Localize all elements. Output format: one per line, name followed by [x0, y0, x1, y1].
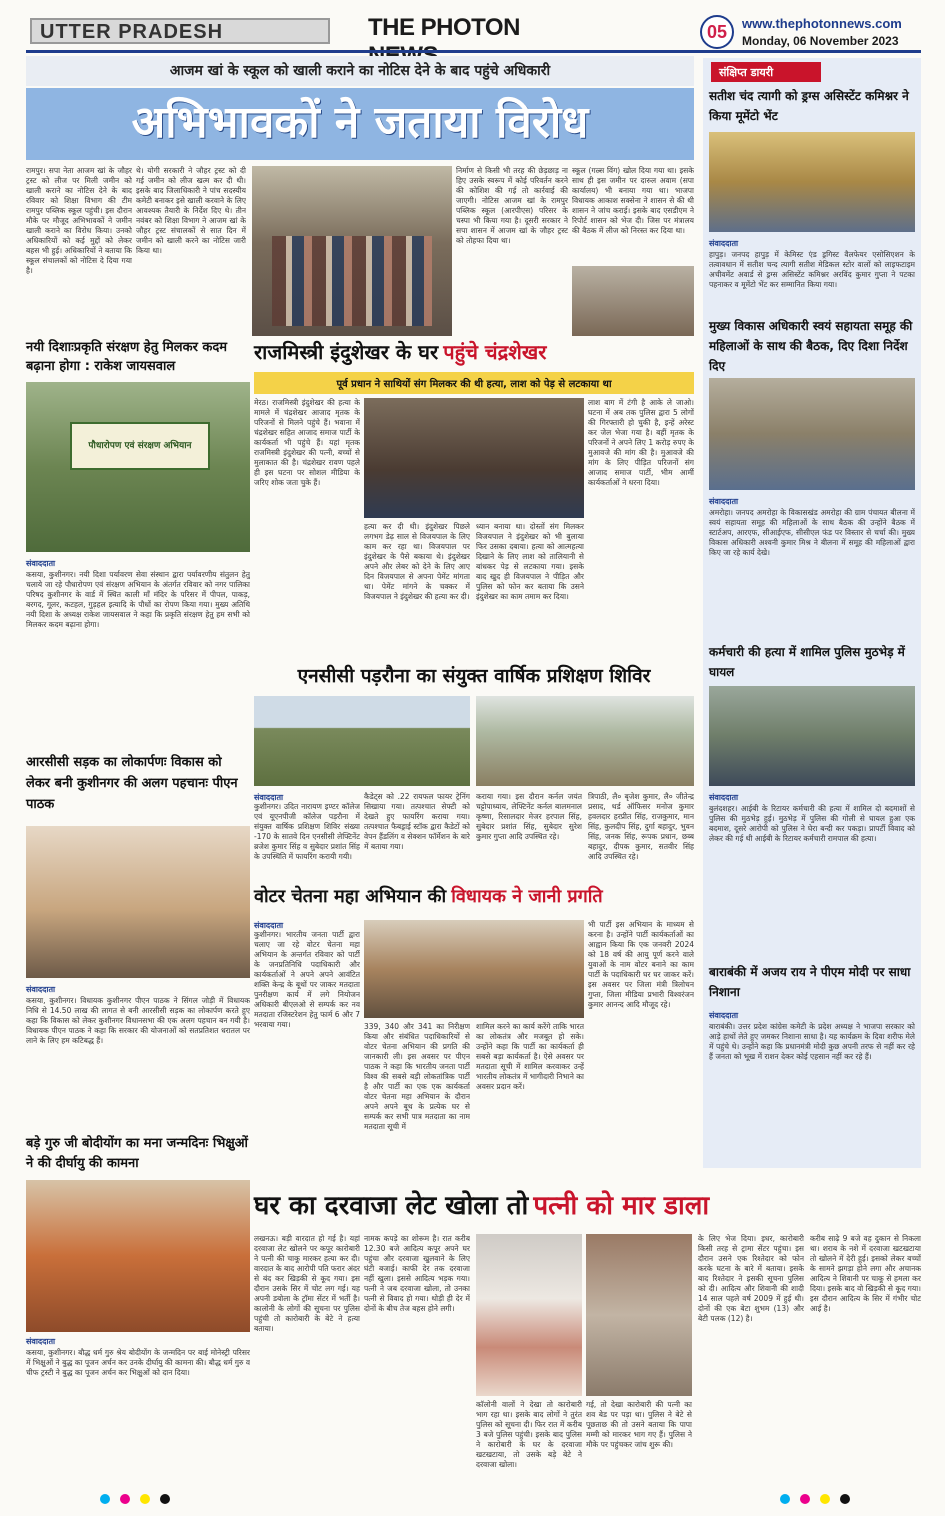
section-label: UTTER PRADESH	[30, 18, 330, 44]
swatch-yellow-2	[820, 1494, 830, 1504]
door-story	[254, 1186, 921, 1486]
door-col-5: के लिए भेज दिया। इधर, कारोबारी किसी तरह से ट्रामा सेंटर पहुंचा। इस दौरान उसने एक रिश्तेदार को फोन करके घटना के बारे में बताया। इसके बाद रिश्तेदार ने इसकी सूचना पुलिस को दी। आदित्य और शिवानी की शादी 14 साल पहले वर्ष 2009 में हुई थी। दोनों की एक बेटा शुभम (13) और बेटी पलक (12) है।	[698, 1234, 804, 1323]
road-body: कसया, कुशीनगर। विधायक कुशीनगर पीएन पाठक ने सिंगल जोड़ी में विधायक निधि से 14.50 लाख की लागत से बनी आरसीसी सड़क का लोकार्पण करते हुए कहा कि विकास को लेकर कुशीनगर विधानसभा की एक अलग पहचान बन गयी है। विधायक पीएन पाठक ने कहा कि सरकार की योजनाओं को सतप्रतिशत धरातल पर लाने के लिए हम कटिबद्ध हैं।	[26, 996, 250, 1045]
road-headline: आरसीसी सड़क का लोकार्पणः विकास को लेकर बनी कुशीनगर की अलग पहचानः पीएन पाठक	[26, 755, 238, 812]
buddha-story	[26, 1134, 250, 1474]
nature-body: कसया, कुशीनगर। नयी दिशा पर्यावरण सेवा संस्थान द्वारा पर्यावरणीय संतुलन हेतु चलाये जा रहे पौधारोपण एवं संरक्षण अभियान के अंतर्गत रविवार को नगर पालिका परिषद कुशीनगर के वार्ड में स्थित काली माँ मंदिर के परिसर में पीपल, पाकड़, बरगद, गूलर, कटहल, गुड़हल इत्यादि के पौधों का रोपण किया गया। मुख्य अतिथि नयी दिशा के अध्यक्ष राकेश जायसवाल ने कहा कि प्रकृति संरक्षण हेतु हम सभी को मिलकर कदम बढ़ाना होगा।	[26, 570, 250, 629]
voter-col-4: भी पार्टी इस अभियान के माध्यम से करना है। उन्होंने पार्टी कार्यकर्ताओं का आह्वान किया कि एक जनवरी 2024 को 18 वर्ष की आयु पूर्ण करने वाले युवाओं के नाम वोटर बनाने का काम पार्टी के पदाधिकारी घर घर जाकर करें। इस अवसर पर जिला मंत्री त्रिलोचन गुप्ता, जिला मीडिया प्रभारी विश्वरंजन कुमार आनन्द आदि मौजूद रहे।	[588, 920, 694, 1009]
diary-s1-byline: संवाददाता	[709, 239, 739, 248]
nature-headline: नयी दिशाःप्रकृति संरक्षण हेतु मिलकर कदम बढ़ाना होगा : राकेश जायसवाल	[26, 340, 228, 374]
diary-s3-photo	[709, 686, 915, 786]
door-photo-2	[586, 1234, 692, 1396]
diary-s4-body: बाराबंकी। उत्तर प्रदेश कांग्रेस कमेटी के प्रदेश अध्यक्ष ने भाजपा सरकार को आड़े हाथों लेते हुए जमकर निशाना साधा है। यह कार्यक्रम के दिवा शरीफ मेले में पहुंचे थे। उन्होंने कहा कि प्रधानमंत्री मोदी कुछ अपनी तरफ से नहीं कर रहे हैं जनता को भूख में राशन देकर कोई एहसान नहीं कर रहे हैं।	[709, 1022, 915, 1061]
lead-col-3: निर्माण से किसी भी तरह की छेड़छाड़ ना हिए उसके स्वरूप में कोई परिवर्तन करने की कोशिश की गई तो कार्रवाई की जाएगी। नोटिस आजम खां के रामपुर पब्लिक स्कूल (आरपीएस) परिसर के चस्पा भी किया गया है। दूसरी सरकार ने सपा शासन में आजम खां के जौहर ट्रस्ट को तोहफा दिया था।	[456, 166, 568, 245]
masthead	[0, 0, 945, 52]
ncc-col-3: कराया गया। इस दौरान कर्नल जयंत चट्टोपाध्याय, लेफ्टिनेंट कर्नल बालमनाल कृष्णा, रिसालदार मेजर हरपाल सिंह, सुबेदार प्रशांत सिंह, सुबेदार सुरेश कुमार गुप्ता आदि उपस्थित रहे।	[476, 792, 582, 841]
buddha-photo	[26, 1180, 250, 1332]
ncc-photo-1	[254, 696, 470, 786]
ncc-col-1: कुशीनगर। उदित नारायण इण्टर कॉलेज एवं यूएनपीजी कॉलेज पड़रौना में संयुक्त वार्षिक प्रशिक्षण शिविर संख्या -170 के सातवे दिन एनसीसी लेफ्टिनेंट ब्रजेश कुमार सिंह व सुबेदार प्रशांत सिंह के उपस्थिति में फायरिंग करायी गयी।	[254, 802, 360, 861]
diary-s1-photo	[709, 132, 915, 232]
mason-headline: राजमिस्त्री इंदुशेखर के घर पहुंचे चंद्रशेखर	[254, 340, 547, 364]
mason-photo	[364, 398, 584, 518]
nature-story	[26, 338, 250, 750]
paper-name: THE PHOTON	[368, 14, 520, 41]
mason-deck: पूर्व प्रधान ने साथियों संग मिलकर की थी हत्या, लाश को पेड़ से लटकाया था	[254, 372, 694, 394]
diary-label: संक्षिप्त डायरी	[711, 62, 821, 82]
mason-col-2: हत्या कर दी थी। इंदुशेखर पिछले लगभग डेढ़ साल से विजयपाल के लिए काम कर रहा था। विजयपाल पर इंदुशेखर के पैसे बकाया थे। इंदुशेखर अपने और लेबर को देने के लिए आए दिन विजयपाल से अपना पेमेंट मांगता था। पेमेंट मांगने के चक्कर में विजयपाल ने इंदुशेखर की हत्या कर दी।	[364, 522, 470, 601]
buddha-byline: संवाददाता	[26, 1337, 56, 1346]
page-number: 05	[700, 15, 734, 49]
swatch-black	[160, 1494, 170, 1504]
nature-byline: संवाददाता	[26, 559, 56, 568]
ncc-byline: संवाददाता	[254, 793, 284, 802]
mason-col-4: लाश बाग में टंगी है आके ले जाओ। घटना में अब तक पुलिस द्वारा 5 लोगों की गिरफ्तारी हो चुकी है, इन्हें अरेस्ट कर जेल भेजा गया है। बहीं मृतक के परिजनों ने अपने लिए 1 करोड़ रुपए के मुआवजे की मांग की है। मुआवजे की मांग के लिए पीड़ित परिजनों संग आजाद समाज पार्टी, भीम आर्मी कार्यकर्ताओं ने धरना दिया।	[588, 398, 694, 487]
mason-col-3: ध्यान बनाया था। दोस्तों संग मिलकर विजयपाल ने इंदुशेखर को भी बुलाया फिर उसका दबाया। हत्या को आत्महत्या दिखाने के लिए लाश को तालियानी से बांधकर पेड़ से लटकाया गया। इसके बाद खुद ही विजयपाल ने पीड़ित और पुलिस को फोन कर बताया कि उसने इंदुशेखर का काम तमाम कर दिया।	[476, 522, 584, 601]
diary-s4-byline: संवाददाता	[709, 1011, 739, 1020]
buddha-headline: बड़े गुरु जी बोदीयोंग का मना जन्मदिनः भिक्षुओं ने की दीर्घायु की कामना	[26, 1136, 248, 1171]
diary-s2-body: अमरोहा। जनपद अमरोहा के विकासखंड अमरोहा की ग्राम पंचायत बीलना में स्वयं सहायता समूह की महिलाओं के साथ बैठक की उन्होंने बैठक में स्टार्टअप, आरएफ, सीआईएफ, सीसीएल फंड पर विस्तार से चर्चा की। मुख्य विकास अधिकारी अश्वनी कुमार मिश्र ने बीलना में समूह की महिलाओं द्वारा किए जा रहे कार्य देखे।	[709, 508, 915, 557]
voter-headline: वोटर चेतना महा अभियान की विधायक ने जानी प्रगति	[254, 886, 603, 907]
door-col-2: नामक कपड़े का शोरूम है। रात करीब 12.30 बजे आदित्य कपूर अपने घर पहुंचा और दरवाजा खुलवाने के लिए घंटी बजाई। काफी देर तक दरवाजा नहीं खुला। इससे आदित्य भड़क गया। पत्नी ने जब दरवाजा खोला, तो उनका पत्नी से विवाद हो गया। थोड़ी ही देर में दोनों के बीच तेज बहस होने लगी।	[364, 1234, 470, 1313]
ncc-story	[254, 660, 694, 880]
door-photo-1	[476, 1234, 582, 1396]
swatch-magenta-2	[800, 1494, 810, 1504]
voter-col-3: शामिल करने का कार्य करेंगे ताकि भारत का लोकतंत्र और मजबूत हो सके। उन्होंने कहा कि पार्टी का कार्यकर्ता ही सबसे बड़ा कार्यकर्ता है। ऐसे अवसर पर मतदाता सूची में शामिल करवाकर उन्हें भारतीय लोकतंत्र में भागीदारी निभाने का अवसर प्रदान करें।	[476, 1022, 584, 1091]
door-col-6: करीब साढ़े 9 बजे वह दुकान से निकला था। शराब के नशे में दरवाजा खटखटाया तो खोलने में देरी हुई। इसको लेकर बच्चों के सामने झगड़ा होने लगा और अचानक आदित्य ने शिवानी पर चाकू से हमला कर दिया। इसके बाद वो खिड़की से कूद गया। इस दौरान आदित्य के सिर में गंभीर चोट आई है।	[810, 1234, 921, 1313]
nature-photo	[26, 382, 250, 552]
diary-s2-byline: संवाददाता	[709, 497, 739, 506]
diary-s3-headline: कर्मचारी की हत्या में शामिल पुलिस मुठभेड़ में घायल	[709, 645, 905, 679]
diary-s2-photo	[709, 378, 915, 490]
lead-col-1: रामपुर। सपा नेता आजम खां के जौहर ट्रस्ट को लीज पर मिली जमीन को खाली कराने का नोटिस देने के बाद रविवार को शिक्षा विभाग की टीम रामपुर पब्लिक स्कूल पहुंची। इस दौरान मौके पर मौजूद अभिभावकों ने जमीन खाली कराने का विरोध किया। उनको अधिकारियों को कई मुद्दों को लेकर बहस भी हुई। अधिकारियों ने बताया कि स्कूल संचालकों को नोटिस दे दिया गया है।	[26, 166, 132, 275]
diary-s3-byline: संवाददाता	[709, 793, 739, 802]
diary-s1-body: हापुड़। जनपद हापुड़ में केमिस्ट एंड ड्रगिस्ट वैलफेयर एसोसिएशन के तत्वावधान में सतीश चन्द त्यागी सतीश मेडिकल स्टोर वालों को लाइफटाइम अचीवमेंट अवार्ड से ड्रग्स असिस्टेंट कमिश्नर अरविंद कुमार गुप्ता ने पटका पहनाकर व मूमेंटो भेंट कर सम्मानित किया गया।	[709, 250, 915, 289]
ncc-photo-2	[476, 696, 694, 786]
diary-sidebar	[703, 58, 921, 1168]
diary-s4-headline: बाराबंकी में अजय राय ने पीएम मोदी पर साधा निशाना	[709, 965, 911, 999]
lead-photo-2	[572, 266, 694, 336]
lead-kicker: आजम खां के स्कूल को खाली कराने का नोटिस देने के बाद पहुंचे अधिकारी	[26, 56, 694, 86]
lead-col-2: थे। योगी सरकारी ने जौहर ट्रस्ट को दी गई जमीन को लीज खत्म कर दी थी। इसके बाद जिलाधिकारी ने पांच सदस्यीय कमेटी बनाकर इसे खाली करवाने के लिए आवश्यक तैयारी के निर्देश दिए थे। तीन नवंबर को शिक्षा विभाग ने आजम खां के जौहर ट्रस्ट संचालकों से सात दिन में जमीन को खाली करने का नोटिस जारी किया था।	[136, 166, 246, 255]
ncc-col-4: त्रिपाठी, लै० बृजेश कुमार, लै० जीतेन्द्र प्रसाद, थर्ड ऑफिसर मनोज कुमार हवलदार हरप्रीत सिंह, राजकुमार, मान सिंह, कुलदीप सिंह, दुर्गा बहादुर, भुवन सिंह, जनक सिंह, रूपक प्रधान, छब्ब बहादुर, दीपक कुमार, सतवीर सिंह आदि उपस्थित रहे।	[588, 792, 694, 861]
lead-col-4: स्कूल (गल्र्स विंग) खोल दिया गया था। इसके साथ ही इस जमीन पर दारुल अवाम (सपा कार्यालय) भी बनाया गया था। भाजपा विधायक आकाश सक्सेना ने शासन से की थी शासन ने जांच कराई। इसके बाद एसडीएम ने रिपोर्ट शासन को भेज दी। जिस पर मंत्रालय की बैठक में लीज को निरस्त कर दिया था।	[572, 166, 694, 235]
voter-col-2: 339, 340 और 341 का निरीक्षण किया और संबंधित पदाधिकारियों से वोटर चेतना अभियान की प्रगति की जानकारी ली। इस अवसर पर पीएन पाठक ने कहा कि भारतीय जनता पार्टी विश्व की सबसे बड़ी लोकतांत्रिक पार्टी है और पार्टी का एक एक कार्यकर्ता वोटर चेतना महा अभियान के दौरान अपने अपने बूथ के प्रत्येक घर से सम्पर्क कर सभी पात्र मतदाता का नाम मतदाता सूची में	[364, 1022, 470, 1131]
swatch-black-2	[840, 1494, 850, 1504]
road-byline: संवाददाता	[26, 985, 56, 994]
door-col-4: गई, तो देखा कारोबारी की पत्नी का शव बेड पर पड़ा था। पुलिस ने बेटे से पूछताछ की तो उसने बताया कि पापा मम्मी को मारकर भाग गए हैं। पुलिस ने मौके पर पहुंचकर जांच शुरू की।	[586, 1400, 692, 1449]
road-story	[26, 752, 250, 1132]
road-photo	[26, 826, 250, 978]
voter-story	[254, 884, 694, 1184]
mason-col-1: मेरठ। राजमिस्त्री इंदुशेखर की हत्या के मामले में चंद्रशेखर आजाद मृतक के परिजनों से मिलने पहुंचे हैं। भवाना में चंद्रशेखर सहित आजाद समाज पार्टी के कार्यकर्ता भी पहुंचे हैं। यहां मृतक राजमिस्त्री इंदुशेखर की पत्नी, बच्चों से मुलाकात की है। चंद्रशेखर रावण पहले ही इस घटना पर सोशल मीडिया के जरिए शोक जता चुके हैं।	[254, 398, 360, 487]
swatch-cyan-2	[780, 1494, 790, 1504]
voter-col-1: कुशीनगर। भारतीय जनता पार्टी द्वारा चलाए जा रहे वोटर चेतना महा अभियान के अन्तर्गत रविवार को पार्टी के जनप्रतिनिधि पदाधिकारी और कार्यकर्ताओं ने अपने अपने आवंटित शक्ति केन्द्र के बूथों पर जाकर मतदाता पुनरीक्षण कार्य में लगे नियोजन अधिकारी बीएलओ से सम्पर्क कर नव मतदाता रजिस्टरेशन हेतु फार्म 6 और 7 भरवाया गया।	[254, 930, 360, 1029]
masthead-rule	[26, 50, 921, 53]
banner: पौधारोपण एवं संरक्षण अभियान	[70, 422, 210, 470]
diary-s1-headline: सतीश चंद त्यागी को ड्रग्स असिस्टेंट कमिश्नर ने किया मूमेंटो भेंट	[709, 89, 909, 123]
door-col-1: लखनऊ। बड़ी वारदात हो गई है। यहां दरवाजा लेट खोलने पर कपूर कारोबारी ने पत्नी की चाकू मारकर हत्या कर दी। वारदात के बाद आरोपी पति फरार अंदर से बंद कर खिड़की से कूद गया। इस दौरान उसके सिर में चोट लग गई। यह अपनी डबोला के ट्रॉमा सेंटर में भर्ती है। कालोनी के लोगों की सूचना पर पुलिस पहुंची तो कारोबारी के बेटे ने हत्या बताया।	[254, 1234, 360, 1333]
print-registration-marks	[80, 1492, 880, 1506]
lead-photo	[252, 166, 452, 336]
lead-headline: अभिभावकों ने जताया विरोध	[26, 88, 694, 160]
ncc-headline: एनसीसी पड़रौना का संयुक्त वार्षिक प्रशिक्षण शिविर	[297, 665, 651, 687]
door-headline: घर का दरवाजा लेट खोला तो पत्नी को मार डाला	[254, 1191, 710, 1221]
lead-story	[26, 56, 694, 336]
diary-s2-headline: मुख्य विकास अधिकारी स्वयं सहायता समूह की महिलाओं के साथ की बैठक, दिए दिशा निर्देश दिए	[709, 319, 913, 373]
voter-photo	[364, 920, 584, 1018]
website[interactable]: www.thephotonnews.com	[742, 16, 902, 31]
door-col-3: कॉलोनी वालों ने देखा तो कारोबारी भाग रहा था। इसके बाद लोगों ने तुरंत पुलिस को सूचना दी। फिर रात में करीब 3 बजे पुलिस पहुंची। इसके बाद पुलिस ने कारोबारी के घर के दरवाजा खटखटाया, तो उसके बड़े बेटे ने दरवाजा खोला।	[476, 1400, 582, 1469]
buddha-body: कसया, कुशीनगर। बौद्ध धर्म गुरु श्रेय बोदीयोंग के जन्मदिन पर बाई मोनेस्ट्री परिसर में भिक्षुओं ने बुद्ध का पूजन अर्चन कर उनके दीर्घायु की कामना की। बौद्ध धर्म गुरु व चीफ ट्रस्टी ने बुद्ध का पूजन अर्चन कर भिक्षुओं को दान दिया।	[26, 1348, 250, 1377]
mason-story	[254, 338, 694, 658]
swatch-yellow	[140, 1494, 150, 1504]
swatch-cyan	[100, 1494, 110, 1504]
diary-s3-body: बुलंदशहर। आईबी के रिटायर कर्मचारी की हत्या में शामिल दो बदमाशों से पुलिस की मुठभेड़ हुई। मुठभेड़ में पुलिस की गोली से घायल हुआ एक बदमाश, दूसरे आरोपी को पुलिस ने घेरा बन्दी कर पकड़ा। प्रापर्टी विवाद को लेकर की गई थी आईबी के रिटायर कर्मचारी रामपाल की हत्या।	[709, 804, 915, 843]
ncc-col-2: कैडेट्स को .22 रायफल फायर ट्रेनिंग सिखाया गया। तत्पश्चात सेफ्टी को देखते हुए फायरिंग कराया गया। तत्पश्चात फैबड्राई स्टॉक द्वारा कैडेटों को वेपन हैंडलिंग व सेक्शन फॉर्मेशन के बारे में बताया गया।	[364, 792, 470, 851]
voter-byline: संवाददाता	[254, 921, 284, 930]
issue-date: Monday, 06 November 2023	[742, 34, 899, 48]
swatch-magenta	[120, 1494, 130, 1504]
